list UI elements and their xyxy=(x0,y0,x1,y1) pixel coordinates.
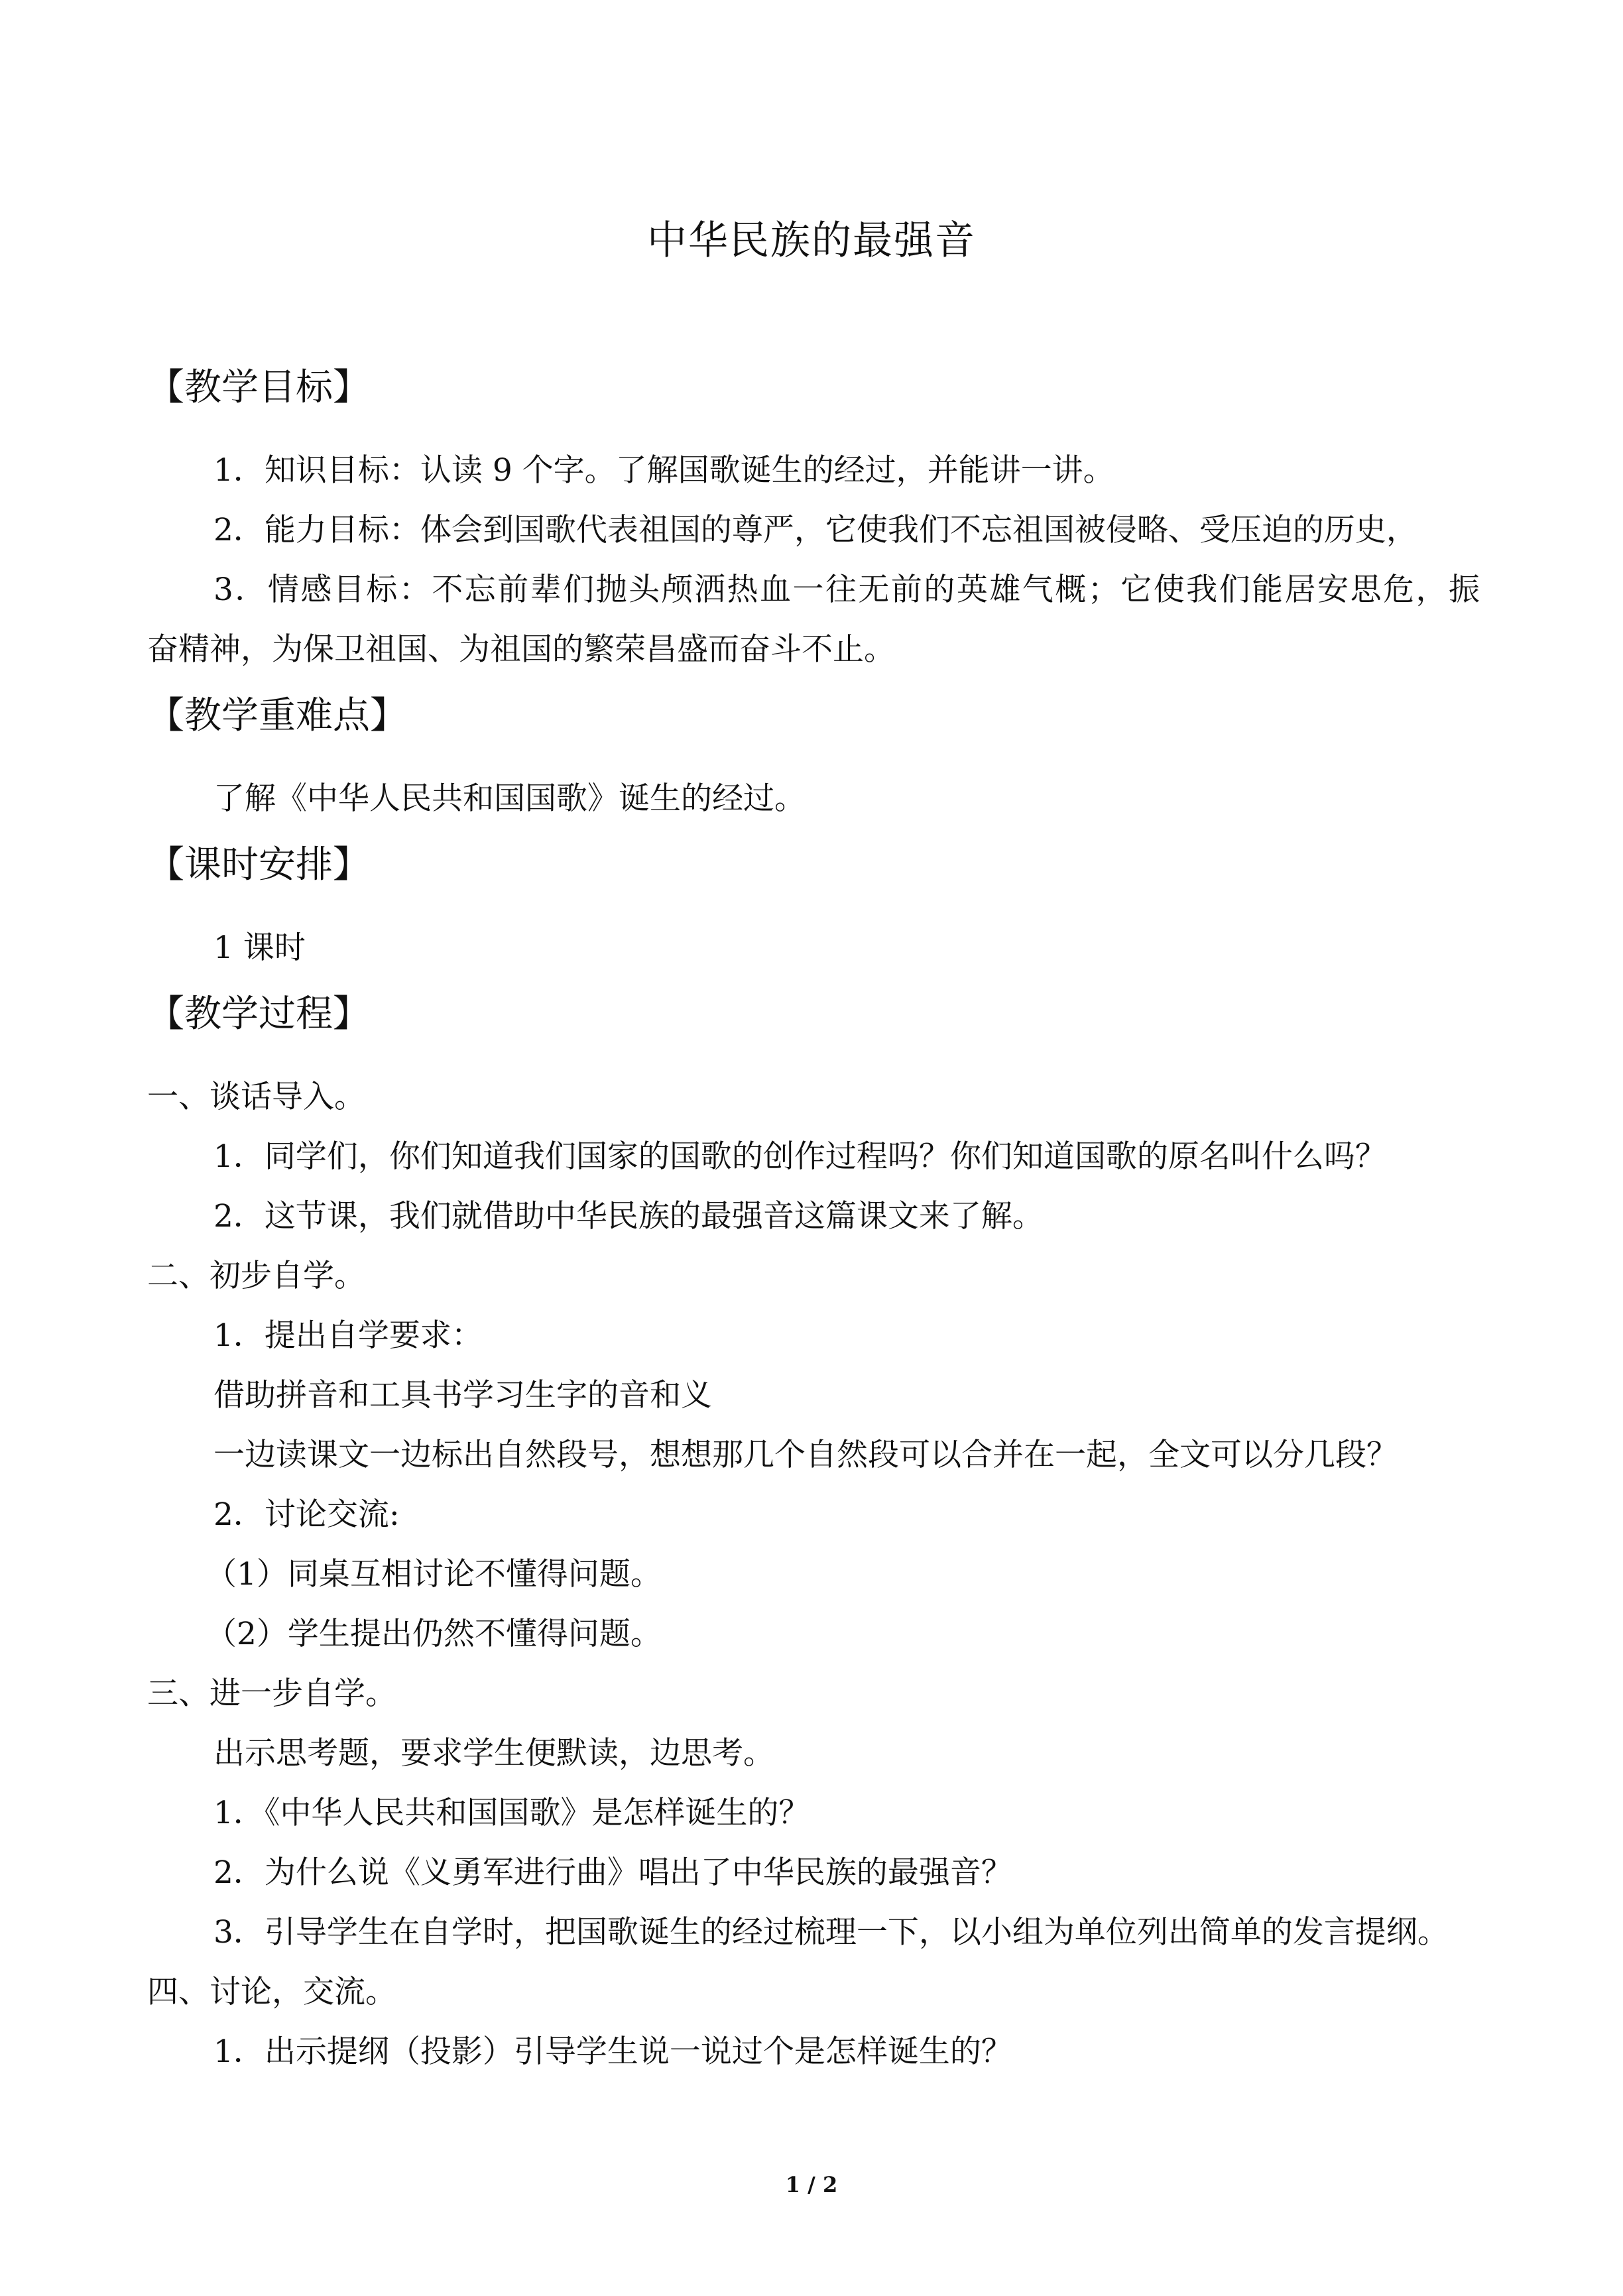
process-line: 出示思考题，要求学生便默读，边思考。 xyxy=(213,1735,774,1772)
process-line: 1．同学们，你们知道我们国家的国歌的创作过程吗？你们知道国歌的原名叫什么吗？ xyxy=(213,1138,1386,1175)
objective-3-cont: 奋精神，为保卫祖国、为祖国的繁荣昌盛而奋斗不止。 xyxy=(147,631,895,668)
process-line: 1．出示提纲（投影）引导学生说一说过个是怎样诞生的？ xyxy=(213,2033,1012,2070)
process-line: （2）学生提出仍然不懂得问题。 xyxy=(206,1616,662,1652)
process-line: 2．讨论交流: xyxy=(213,1496,400,1533)
process-line: 一、谈话导入。 xyxy=(147,1079,365,1115)
process-line: 3．引导学生在自学时，把国歌诞生的经过梳理一下，以小组为单位列出简单的发言提纲。 xyxy=(213,1914,1449,1951)
heading-key-points: 【教学重难点】 xyxy=(147,694,407,737)
process-line: 2．这节课，我们就借助中华民族的最强音这篇课文来了解。 xyxy=(213,1198,1044,1235)
process-line: 借助拼音和工具书学习生字的音和义 xyxy=(213,1377,712,1414)
process-line: 二、初步自学。 xyxy=(147,1258,365,1294)
process-line: 一边读课文一边标出自然段号，想想那几个自然段可以合并在一起，全文可以分几段？ xyxy=(213,1437,1398,1473)
page-number: 1 / 2 xyxy=(785,2172,838,2197)
process-line: 三、进一步自学。 xyxy=(147,1675,396,1712)
page-title: 中华民族的最强音 xyxy=(647,217,976,264)
objective-2: 2．能力目标：体会到国歌代表祖国的尊严，它使我们不忘祖国被侵略、受压迫的历史， xyxy=(213,512,1417,548)
process-line: （1）同桌互相讨论不懂得问题。 xyxy=(206,1556,662,1593)
key-points-text: 了解《中华人民共和国国歌》诞生的经过。 xyxy=(213,780,806,817)
heading-process: 【教学过程】 xyxy=(147,993,370,1036)
objective-3: 3．情感目标：不忘前辈们抛头颅洒热血一往无前的英雄气概；它使我们能居安思危，振 xyxy=(213,572,1480,608)
process-line: 1．提出自学要求： xyxy=(213,1317,483,1354)
heading-schedule: 【课时安排】 xyxy=(147,843,370,886)
objective-1: 1．知识目标：认读 9 个字。了解国歌诞生的经过，并能讲一讲。 xyxy=(213,452,1114,489)
heading-objectives: 【教学目标】 xyxy=(147,366,370,409)
process-line: 1．《中华人民共和国国歌》是怎样诞生的？ xyxy=(213,1795,810,1831)
process-line: 2．为什么说《义勇军进行曲》唱出了中华民族的最强音？ xyxy=(213,1854,1012,1891)
schedule-text: 1 课时 xyxy=(213,930,306,966)
process-line: 四、讨论，交流。 xyxy=(147,1974,396,2010)
